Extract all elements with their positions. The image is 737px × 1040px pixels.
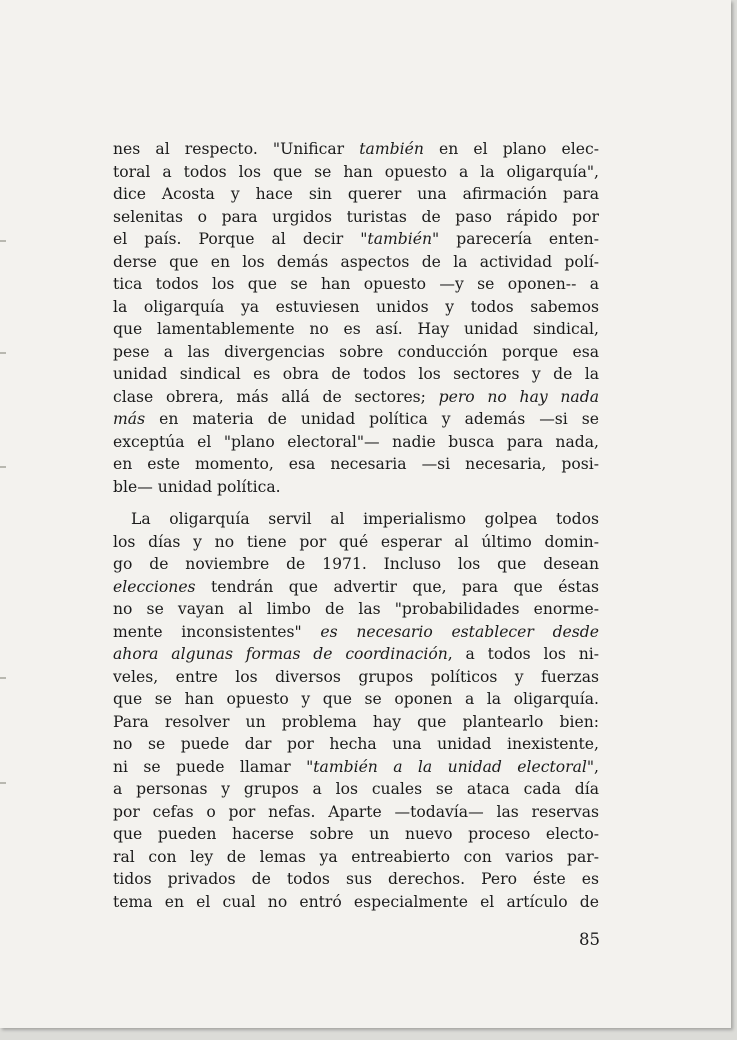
text-run: por cefas o por nefas. Aparte —todavía— las reservas [113, 802, 599, 821]
italic-text-run: pero no hay nada [438, 387, 599, 406]
text-run: exceptúa el "plano electoral"— nadie busca para nada, [113, 432, 599, 451]
text-line [113, 756, 599, 779]
text-run: dice Acosta y hace sin querer una afirmación para [113, 185, 599, 203]
text-line [113, 183, 599, 206]
text-line [113, 778, 599, 801]
text-line [113, 733, 599, 756]
text-line [113, 711, 599, 734]
page-number: 85 [579, 930, 600, 949]
text-line [113, 891, 599, 914]
text-run: en el plano elec- [423, 140, 599, 158]
margin-mark [0, 677, 6, 679]
text-run: veles, entre los diversos grupos políticos y fuerzas [113, 667, 599, 686]
text-line [113, 273, 599, 296]
text-run: ble— unidad política. [113, 477, 281, 496]
text-line [113, 386, 599, 409]
text-line [113, 251, 599, 274]
text-run: tendrán que advertir que, para que éstas [195, 577, 599, 596]
text-line [113, 318, 599, 341]
paragraph-2 [113, 508, 599, 913]
text-line [113, 508, 599, 531]
text-run: el país. Porque al decir " [113, 230, 368, 248]
text-line [113, 476, 599, 499]
text-line [113, 688, 599, 711]
margin-mark [0, 240, 6, 242]
text-line [113, 576, 599, 599]
text-run: que lamentablemente no es así. Hay unidad sindical, [113, 320, 599, 338]
italic-text-run: también [367, 230, 433, 248]
text-line [113, 228, 599, 251]
text-line [113, 161, 599, 184]
text-run: go de noviembre de 1971. Incluso los que desean [113, 555, 599, 573]
text-line [113, 206, 599, 229]
text-line [113, 643, 599, 666]
italic-text-run: más [113, 410, 146, 428]
text-line [113, 408, 599, 431]
margin-mark [0, 352, 6, 354]
text-run: no se vayan al limbo de las "probabilidades enorme- [113, 600, 599, 618]
text-run: ", [586, 757, 599, 776]
italic-text-run: es necesario establecer desde [320, 622, 599, 641]
text-run: la oligarquía ya estuviesen unidos y todos sabemos [113, 297, 599, 316]
text-run: ral con ley de lemas ya entreabierto con varios par- [113, 847, 599, 866]
body-text [113, 138, 599, 913]
text-line [113, 453, 599, 476]
text-run: tidos privados de todos sus derechos. Pero éste es [113, 870, 599, 888]
text-run: tica todos los que se han opuesto —y se oponen-- a [113, 275, 599, 293]
italic-text-run: ahora algunas formas de coordinación [113, 645, 448, 663]
text-run: a personas y grupos a los cuales se ataca cada día [113, 780, 599, 798]
italic-text-run: también [359, 140, 424, 158]
text-run: tema en el cual no entró especialmente el artículo de [113, 892, 599, 911]
text-line [113, 296, 599, 319]
text-run: , a todos los ni- [447, 645, 599, 663]
text-line [113, 531, 599, 554]
text-run: unidad sindical es obra de todos los sectores y de la [113, 365, 599, 383]
text-line [113, 868, 599, 891]
italic-text-run: elecciones [113, 577, 196, 596]
text-run: Para resolver un problema hay que plantearlo bien: [113, 712, 599, 731]
text-run: ni se puede llamar " [113, 757, 314, 776]
text-run: que se han opuesto y que se oponen a la oligarquía. [113, 690, 599, 708]
text-line [113, 363, 599, 386]
italic-text-run: también a la unidad electoral [313, 757, 587, 776]
text-line [113, 801, 599, 824]
text-run: los días y no tiene por qué esperar al último domin- [113, 532, 599, 551]
text-run: mente inconsistentes" [113, 622, 321, 641]
text-line [113, 138, 599, 161]
text-run: toral a todos los que se han opuesto a la oligarquía", [113, 162, 599, 181]
text-run: en materia de unidad política y además —si se [145, 410, 599, 428]
text-run: no se puede dar por hecha una unidad inexistente, [113, 735, 599, 753]
text-run: La oligarquía servil al imperialismo golpea todos [131, 510, 599, 528]
text-run: pese a las divergencias sobre conducción porque esa [113, 342, 599, 361]
text-run: derse que en los demás aspectos de la actividad polí- [113, 252, 599, 271]
text-run: clase obrera, más allá de sectores; [113, 387, 439, 406]
text-line [113, 666, 599, 689]
text-line [113, 341, 599, 364]
text-line [113, 598, 599, 621]
paragraph-1 [113, 138, 599, 498]
text-line [113, 621, 599, 644]
text-line [113, 846, 599, 869]
margin-mark [0, 466, 6, 468]
text-run: que pueden hacerse sobre un nuevo proceso electo- [113, 825, 599, 843]
text-line [113, 431, 599, 454]
margin-mark [0, 782, 6, 784]
text-line [113, 823, 599, 846]
text-run: en este momento, esa necesaria —si necesaria, posi- [113, 455, 599, 473]
text-run: nes al respecto. "Unificar [113, 140, 360, 158]
text-run: selenitas o para urgidos turistas de paso rápido por [113, 207, 599, 226]
text-run: " parecería enten- [432, 230, 599, 248]
text-line [113, 553, 599, 576]
